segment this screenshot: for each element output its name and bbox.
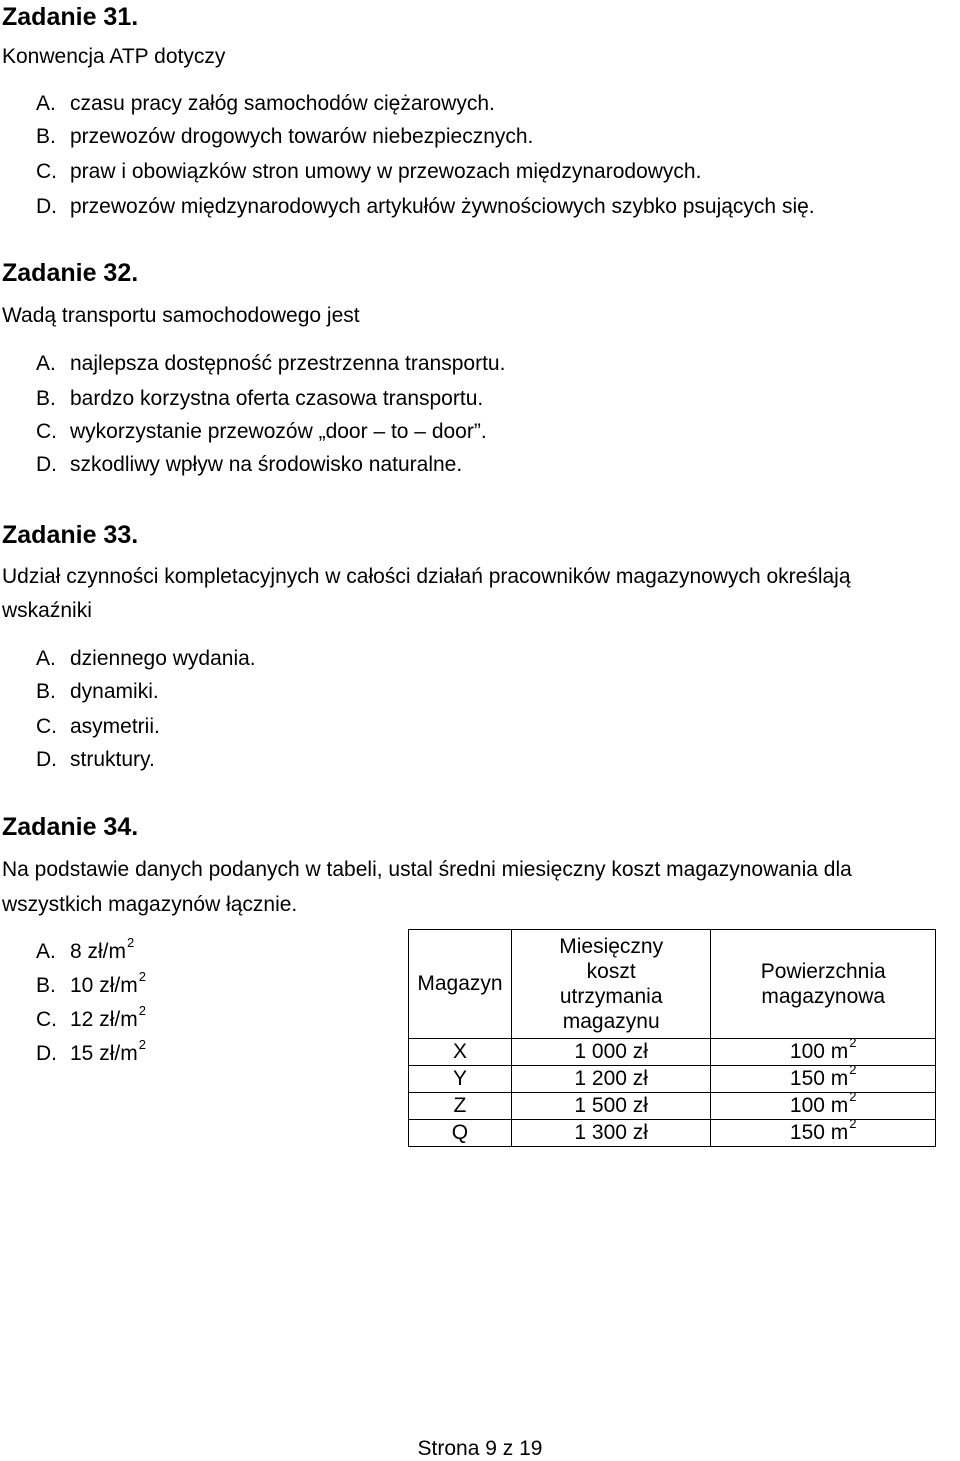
cell-area (711, 1062, 936, 1093)
option-text: szkodliwy wpływ na środowisko naturalne. (70, 453, 463, 476)
cell-name: Q (409, 1120, 512, 1147)
option-text: asymetrii. (70, 715, 160, 738)
option-letter: A. (36, 647, 56, 670)
q33-option-c (36, 715, 160, 739)
table-header-row (409, 930, 936, 1039)
area-value: 150 m (789, 1121, 849, 1145)
q31-option-c (36, 160, 701, 184)
option-text: 12 zł/m (70, 1008, 138, 1031)
q34-question-line2: wszystkich magazynów łącznie. (2, 893, 298, 916)
option-letter: B. (36, 680, 56, 703)
option-letter: B. (36, 974, 56, 997)
q32-option-a (36, 352, 505, 376)
superscript: 2 (138, 1037, 146, 1052)
q33-option-a (36, 647, 256, 671)
header-line: magazynowa (761, 985, 886, 1008)
page-footer: Strona 9 z 19 (417, 1437, 543, 1460)
table-row (409, 1120, 936, 1147)
q33-question-line2: wskaźniki (2, 599, 92, 622)
q33-option-b (36, 680, 159, 704)
option-letter: D. (36, 1042, 57, 1065)
q34-question-line1: Na podstawie danych podanych w tabeli, ustal średni miesięczny koszt magazynowania dla (2, 858, 852, 881)
option-letter: D. (36, 453, 57, 476)
option-letter: C. (36, 160, 57, 183)
q32-option-d (36, 453, 462, 477)
option-text: struktury. (70, 748, 155, 771)
option-text: przewozów drogowych towarów niebezpiecznych. (70, 125, 534, 148)
option-text: 10 zł/m (70, 974, 138, 997)
cell-cost: 1 300 zł (511, 1120, 711, 1147)
option-letter: D. (36, 748, 57, 771)
q31-option-b (36, 125, 533, 149)
area-value: 100 m (789, 1094, 849, 1118)
header-area (711, 930, 936, 1039)
option-text: przewozów międzynarodowych artykułów żywnościowych szybko psujących się. (70, 195, 815, 218)
q31-title: Zadanie 31. (2, 3, 139, 31)
option-letter: C. (36, 420, 57, 443)
option-text: wykorzystanie przewozów „door – to – door”. (70, 420, 487, 443)
option-letter: D. (36, 195, 57, 218)
q33-question-line1: Udział czynności kompletacyjnych w całości działań pracowników magazynowych określają (2, 565, 851, 588)
option-text: bardzo korzystna oferta czasowa transportu. (70, 387, 484, 410)
option-text: dynamiki. (70, 680, 159, 703)
option-text: dziennego wydania. (70, 647, 256, 670)
header-monthly-cost (511, 930, 711, 1039)
option-text: najlepsza dostępność przestrzenna transportu. (70, 352, 506, 375)
option-letter: A. (36, 940, 56, 963)
q32-option-b (36, 387, 483, 411)
q32-title: Zadanie 32. (2, 259, 139, 287)
option-text: praw i obowiązków stron umowy w przewozach międzynarodowych. (70, 160, 702, 183)
q33-title: Zadanie 33. (2, 521, 139, 549)
superscript: 2 (849, 1062, 857, 1078)
option-text: czasu pracy załóg samochodów ciężarowych. (70, 92, 495, 115)
option-letter: B. (36, 125, 56, 148)
cell-area (711, 1116, 936, 1147)
header-line: utrzymania (559, 985, 663, 1008)
cell-area (711, 1089, 936, 1120)
q33-option-d (36, 748, 155, 772)
superscript: 2 (138, 1003, 146, 1018)
q31-question: Konwencja ATP dotyczy (2, 45, 226, 68)
q32-question: Wadą transportu samochodowego jest (2, 304, 360, 327)
cell-area (711, 1035, 936, 1066)
option-letter: A. (36, 92, 56, 115)
area-value: 150 m (789, 1067, 849, 1091)
option-letter: B. (36, 387, 56, 410)
q31-option-a (36, 92, 495, 116)
option-text: 15 zł/m (70, 1042, 138, 1065)
superscript: 2 (138, 969, 146, 984)
cell-cost: 1 200 zł (511, 1066, 711, 1093)
cell-name: X (409, 1039, 512, 1066)
option-text: 8 zł/m (70, 940, 127, 963)
header-line: magazynu (562, 1010, 660, 1034)
q34-option-b (36, 969, 146, 998)
cell-name: Z (409, 1093, 512, 1120)
superscript: 2 (849, 1089, 857, 1105)
option-letter: C. (36, 1008, 57, 1031)
superscript: 2 (849, 1116, 857, 1132)
header-line: Powierzchnia (760, 959, 886, 983)
q34-option-a (36, 935, 135, 964)
q32-option-c (36, 420, 487, 444)
q34-option-d (36, 1037, 146, 1066)
header-line: Miesięczny (559, 934, 664, 958)
header-line: koszt (586, 959, 636, 983)
cell-cost: 1 500 zł (511, 1093, 711, 1120)
cell-name: Y (409, 1066, 512, 1093)
area-value: 100 m (789, 1040, 849, 1064)
option-letter: C. (36, 715, 57, 738)
superscript: 2 (127, 935, 135, 950)
superscript: 2 (849, 1035, 857, 1051)
option-letter: A. (36, 352, 56, 375)
q34-option-c (36, 1003, 146, 1032)
q31-option-d (36, 195, 815, 219)
header-warehouse: Magazyn (409, 930, 512, 1039)
cell-cost: 1 000 zł (511, 1039, 711, 1066)
q34-title: Zadanie 34. (2, 813, 139, 841)
warehouse-table (408, 929, 936, 1147)
